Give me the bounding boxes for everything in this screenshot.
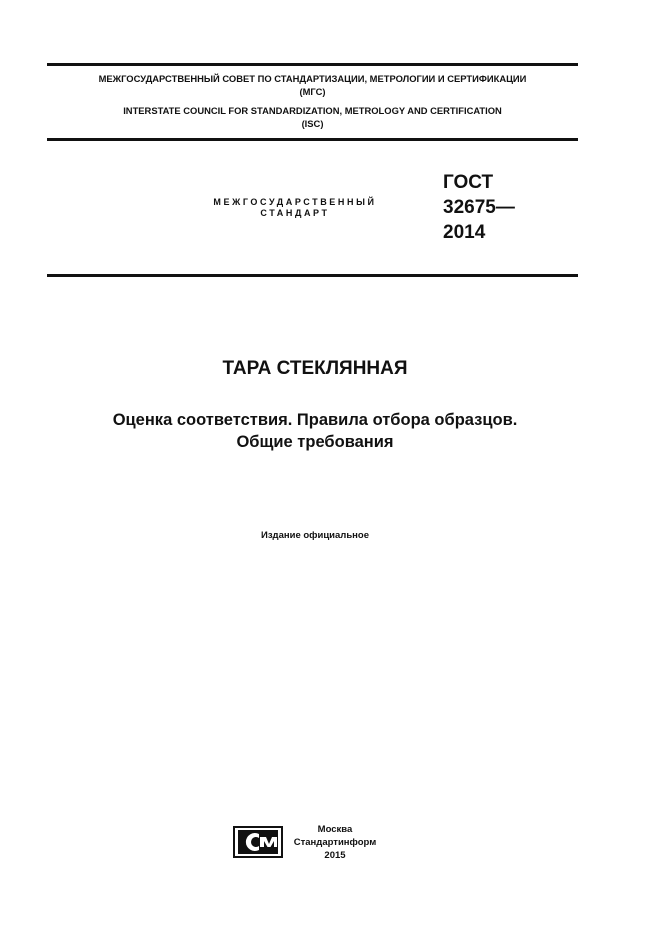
gost-label: ГОСТ <box>443 172 494 193</box>
council-en: INTERSTATE COUNCIL FOR STANDARDIZATION, METROLOGY AND CERTIFICATION <box>123 105 502 116</box>
gost-number: 32675— <box>443 197 515 218</box>
standartinform-logo-icon <box>233 826 283 858</box>
council-en-abbr: (ISC) <box>301 118 324 129</box>
standard-kind-line2: СТАНДАРТ <box>260 208 330 218</box>
publisher-city: Москва <box>317 824 353 835</box>
designation-bottom-rule <box>47 274 578 277</box>
publisher-name: Стандартинформ <box>293 837 377 848</box>
document-title: ТАРА СТЕКЛЯННАЯ <box>222 358 408 379</box>
gost-year: 2014 <box>443 222 486 243</box>
document-subtitle-line1: Оценка соответствия. Правила отбора образцов. <box>112 411 518 429</box>
publisher-year: 2015 <box>324 850 346 861</box>
council-ru-abbr: (МГС) <box>299 86 326 97</box>
edition-label: Издание официальное <box>261 530 369 541</box>
header-bottom-rule <box>47 138 578 141</box>
top-rule <box>47 63 578 66</box>
gost-designation <box>443 170 515 245</box>
council-ru: МЕЖГОСУДАРСТВЕННЫЙ СОВЕТ ПО СТАНДАРТИЗАЦИИ, МЕТРОЛОГИИ И СЕРТИФИКАЦИИ <box>98 73 527 84</box>
standard-kind-line1: МЕЖГОСУДАРСТВЕННЫЙ <box>213 197 377 207</box>
document-subtitle-line2: Общие требования <box>236 433 394 451</box>
